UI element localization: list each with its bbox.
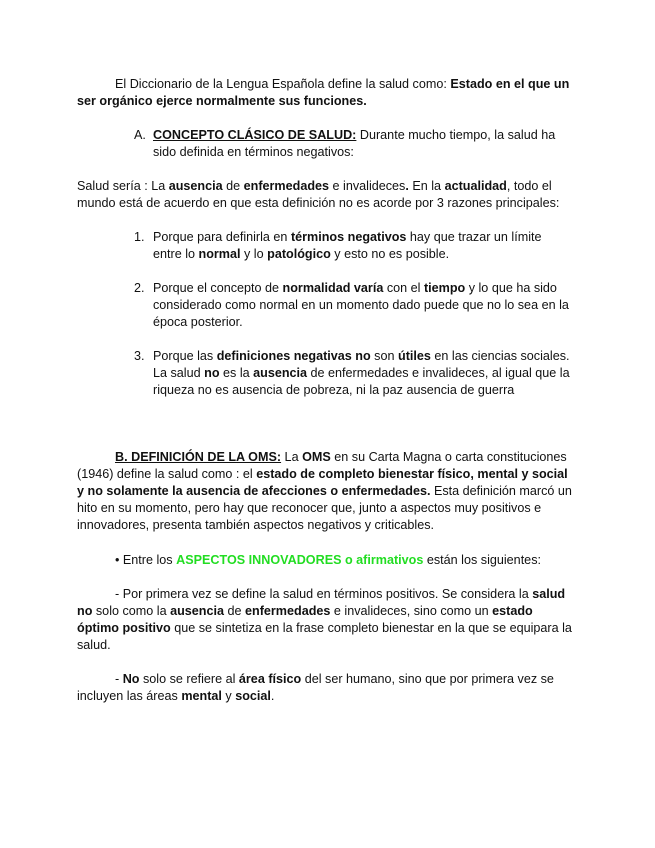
- text-span: solo se refiere al: [139, 672, 239, 686]
- bold-span: .: [405, 179, 409, 193]
- bold-span: ausencia: [253, 366, 308, 380]
- bold-span: ausencia: [170, 604, 224, 618]
- text-span: de: [222, 179, 244, 193]
- bold-span: tiempo: [423, 281, 466, 295]
- bold-span: área físico: [238, 672, 302, 686]
- bold-span: OMS: [302, 450, 331, 464]
- text-span: e invalideces: [329, 179, 406, 193]
- text-span: y: [221, 689, 236, 703]
- bold-span: enfermedades: [243, 179, 330, 193]
- text-span: son: [370, 349, 398, 363]
- bold-span: estado de completo bienestar físico, mental y social y no solamente la ausencia de afecciones o enfermedades.: [77, 467, 568, 498]
- text-span: Porque las: [153, 349, 217, 363]
- bold-span: útiles: [398, 349, 431, 363]
- intro-paragraph: [77, 76, 572, 110]
- bold-span: normal: [198, 247, 241, 261]
- text-span: Porque para definirla en: [153, 230, 291, 244]
- text-span: de: [224, 604, 246, 618]
- text-span: La: [281, 450, 303, 464]
- text-span: y lo: [240, 247, 268, 261]
- text-span: que se sintetiza en la frase completo bienestar en la que se equipara la salud.: [77, 621, 572, 652]
- bold-span: normalidad varía: [282, 281, 384, 295]
- section-a-heading: CONCEPTO CLÁSICO DE SALUD:: [153, 128, 357, 142]
- text-span: Porque el concepto de: [153, 281, 283, 295]
- bold-span: estado óptimo positivo: [77, 604, 533, 635]
- text-span: .: [270, 689, 275, 703]
- section-a-text: Durante mucho tiempo, la salud ha sido definida en términos negativos:: [153, 128, 556, 159]
- bold-span: definiciones negativas no: [216, 349, 371, 363]
- section-a: [134, 127, 573, 161]
- bold-span: mental: [181, 689, 222, 703]
- section-b-paragraph: [77, 449, 577, 534]
- bold-span: enfermedades: [245, 604, 331, 618]
- text-span: en las ciencias sociales. La salud: [153, 349, 570, 380]
- bold-span: ausencia: [168, 179, 223, 193]
- aspect-item-2: [77, 671, 577, 705]
- reason-item-3: [134, 348, 573, 399]
- intro-definition: Estado en el que un ser orgánico ejerce normalmente sus funciones.: [77, 77, 570, 108]
- text-span: Esta definición marcó un hito en su momento, pero hay que reconocer que, junto a aspectos muy positivos e innovadores, presenta también aspectos negativos y criticables.: [77, 484, 572, 532]
- bold-span: no: [204, 366, 220, 380]
- text-span: y esto no es posible.: [330, 247, 450, 261]
- text-span: • Entre los: [115, 553, 177, 567]
- text-span: con el: [383, 281, 424, 295]
- bold-span: actualidad: [444, 179, 507, 193]
- intro-text: El Diccionario de la Lengua Española define la salud como:: [115, 77, 451, 91]
- bold-span: salud no: [77, 587, 566, 618]
- text-span: , todo el mundo está de acuerdo en que esta definición no es acorde por 3 razones principales:: [77, 179, 560, 210]
- text-span: e invalideces, sino como un: [330, 604, 493, 618]
- text-span: en su Carta Magna o carta constituciones (1946) define la salud como : el: [77, 450, 567, 481]
- section-a-marker: A.: [134, 128, 146, 142]
- reason-item-1: [134, 229, 573, 263]
- text-span: hay que trazar un límite entre lo: [153, 230, 542, 261]
- bold-span: términos negativos: [290, 230, 407, 244]
- aspect-item-1: [77, 586, 577, 654]
- innovative-aspects-highlight: ASPECTOS INNOVADORES o afirmativos: [176, 553, 424, 567]
- text-span: están los siguientes:: [423, 553, 541, 567]
- text-span: -: [115, 672, 123, 686]
- innovative-aspects-bullet: [115, 552, 575, 569]
- text-span: de enfermedades e invalideces, al igual que la riqueza no es ausencia de pobreza, ni la paz ausencia de guerra: [153, 366, 570, 397]
- reason-item-2: [134, 280, 573, 331]
- text-span: es la: [219, 366, 254, 380]
- bold-span: No: [122, 672, 140, 686]
- reason-number: 3.: [134, 349, 145, 363]
- text-span: - Por primera vez se define la salud en términos positivos. Se considera la: [115, 587, 533, 601]
- section-b-heading: B. DEFINICIÓN DE LA OMS:: [115, 450, 282, 464]
- text-span: del ser humano, sino que por primera vez se incluyen las áreas: [77, 672, 554, 703]
- text-span: y lo que ha sido considerado como normal en un momento dado puede que no lo sea en la época posterior.: [153, 281, 569, 329]
- bold-span: social: [235, 689, 271, 703]
- reason-number: 2.: [134, 281, 145, 295]
- text-span: solo como la: [92, 604, 171, 618]
- text-span: Salud sería : La: [77, 179, 169, 193]
- text-span: En la: [408, 179, 445, 193]
- salud-seria-paragraph: [77, 178, 577, 212]
- reason-number: 1.: [134, 230, 145, 244]
- bold-span: patológico: [267, 247, 331, 261]
